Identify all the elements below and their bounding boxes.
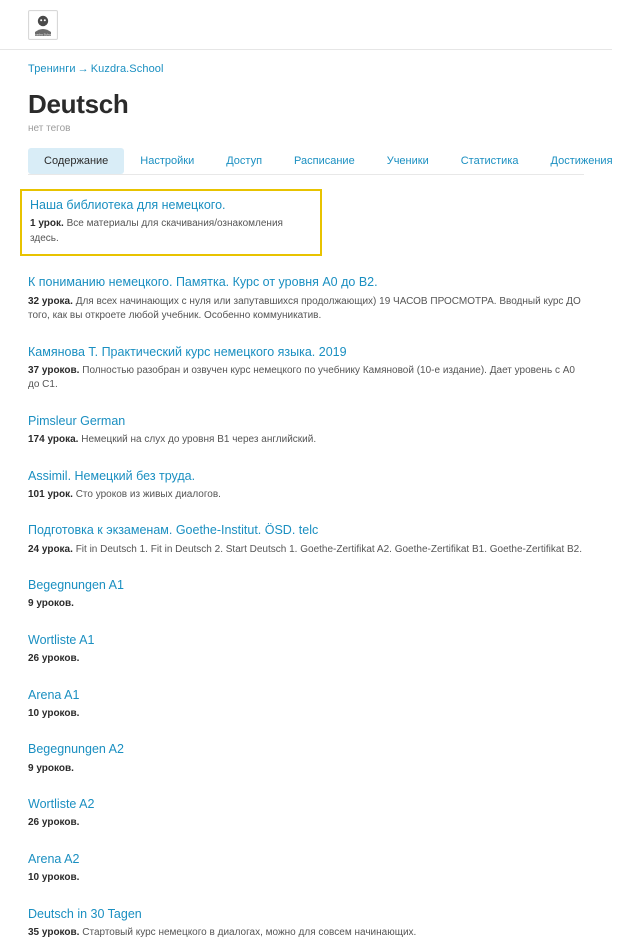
list-item[interactable] xyxy=(28,685,584,724)
breadcrumb xyxy=(28,63,584,75)
course-meta xyxy=(28,762,584,777)
course-meta xyxy=(28,707,584,722)
list-item[interactable] xyxy=(28,739,584,778)
course-meta xyxy=(28,816,584,831)
svg-text:Kuzdra School: Kuzdra School xyxy=(33,32,53,36)
list-item[interactable] xyxy=(28,794,584,833)
course-title[interactable]: Begegnungen A1 xyxy=(28,577,584,593)
top-bar xyxy=(0,0,612,50)
list-item[interactable] xyxy=(28,272,584,325)
school-logo-icon[interactable] xyxy=(28,10,58,40)
course-title[interactable]: Подготовка к экзаменам. Goethe-Institut. ÖSD. telc xyxy=(28,522,584,538)
tab-bar xyxy=(28,148,584,175)
list-item[interactable] xyxy=(28,575,584,614)
list-item[interactable] xyxy=(28,520,584,559)
course-title[interactable]: Pimsleur German xyxy=(28,413,584,429)
course-title[interactable]: Begegnungen A2 xyxy=(28,741,584,757)
list-item[interactable] xyxy=(28,630,584,669)
course-title[interactable]: Наша библиотека для немецкого. xyxy=(30,197,312,213)
list-item[interactable] xyxy=(28,342,584,395)
list-item[interactable] xyxy=(28,466,584,505)
tab-ucheniki[interactable]: Ученики xyxy=(371,148,445,174)
course-lesson-count: 174 урока. xyxy=(28,434,78,445)
course-lesson-count: 26 уроков. xyxy=(28,653,79,664)
list-item[interactable] xyxy=(28,904,584,942)
course-description: Стартовый курс немецкого в диалогах, можно для совсем начинающих. xyxy=(82,927,416,938)
breadcrumb-item-school[interactable]: Kuzdra.School xyxy=(91,63,164,75)
course-lesson-count: 1 урок. xyxy=(30,218,64,229)
page-title: Deutsch xyxy=(28,89,584,120)
course-description: Полностью разобран и озвучен курс немецкого по учебнику Камяновой (10-е издание). Дает уровень с A0 до C1. xyxy=(28,365,575,391)
course-meta xyxy=(28,597,584,612)
tab-raspisanie[interactable]: Расписание xyxy=(278,148,371,174)
list-item[interactable] xyxy=(28,849,584,888)
course-lesson-count: 9 уроков. xyxy=(28,598,74,609)
course-lesson-count: 32 урока. xyxy=(28,296,73,307)
course-title[interactable]: К пониманию немецкого. Памятка. Курс от уровня A0 до B2. xyxy=(28,274,584,290)
course-list xyxy=(28,189,584,942)
course-lesson-count: 101 урок. xyxy=(28,489,73,500)
course-title[interactable]: Wortliste A2 xyxy=(28,796,584,812)
course-description: Все материалы для скачивания/ознакомления здесь. xyxy=(30,218,283,244)
tab-dostup[interactable]: Доступ xyxy=(210,148,278,174)
course-description: Немецкий на слух до уровня B1 через английский. xyxy=(81,434,316,445)
course-lesson-count: 35 уроков. xyxy=(28,927,79,938)
course-lesson-count: 10 уроков. xyxy=(28,708,79,719)
course-meta xyxy=(28,295,584,324)
list-item[interactable] xyxy=(20,189,322,256)
course-title[interactable]: Камянова Т. Практический курс немецкого языка. 2019 xyxy=(28,344,584,360)
course-meta xyxy=(28,652,584,667)
course-title[interactable]: Arena A2 xyxy=(28,851,584,867)
course-title[interactable]: Arena A1 xyxy=(28,687,584,703)
tab-dostizheniya[interactable]: Достижения xyxy=(535,148,629,174)
course-description: Для всех начинающих с нуля или запутавшихся продолжающих) 19 ЧАСОВ ПРОСМОТРА. Вводный курс ДО того, как вы откроете любой учебник. Особенно коммуникатив. xyxy=(28,296,581,322)
course-meta xyxy=(28,433,584,448)
tab-nastroyki[interactable]: Настройки xyxy=(124,148,210,174)
course-lesson-count: 9 уроков. xyxy=(28,763,74,774)
course-meta xyxy=(30,217,312,246)
tab-statistika[interactable]: Статистика xyxy=(445,148,535,174)
list-item[interactable] xyxy=(28,411,584,450)
course-lesson-count: 26 уроков. xyxy=(28,817,79,828)
course-title[interactable]: Deutsch in 30 Tagen xyxy=(28,906,584,922)
course-lesson-count: 24 урока. xyxy=(28,544,73,555)
course-meta xyxy=(28,926,584,941)
course-meta xyxy=(28,488,584,503)
course-lesson-count: 10 уроков. xyxy=(28,872,79,883)
course-lesson-count: 37 уроков. xyxy=(28,365,79,376)
course-meta xyxy=(28,364,584,393)
course-title[interactable]: Assimil. Немецкий без труда. xyxy=(28,468,584,484)
course-meta xyxy=(28,543,584,558)
breadcrumb-separator: → xyxy=(76,63,91,75)
breadcrumb-item-trainings[interactable]: Тренинги xyxy=(28,63,76,75)
course-title[interactable]: Wortliste A1 xyxy=(28,632,584,648)
tab-soderzhanie[interactable]: Содержание xyxy=(28,148,124,174)
page-tags-subtitle: нет тегов xyxy=(28,123,584,134)
course-meta xyxy=(28,871,584,886)
main-content xyxy=(0,63,612,942)
course-description: Сто уроков из живых диалогов. xyxy=(76,489,221,500)
course-description: Fit in Deutsch 1. Fit in Deutsch 2. Start Deutsch 1. Goethe-Zertifikat A2. Goethe-Zertifikat B1. Goethe-Zertifikat B2. xyxy=(76,544,582,555)
